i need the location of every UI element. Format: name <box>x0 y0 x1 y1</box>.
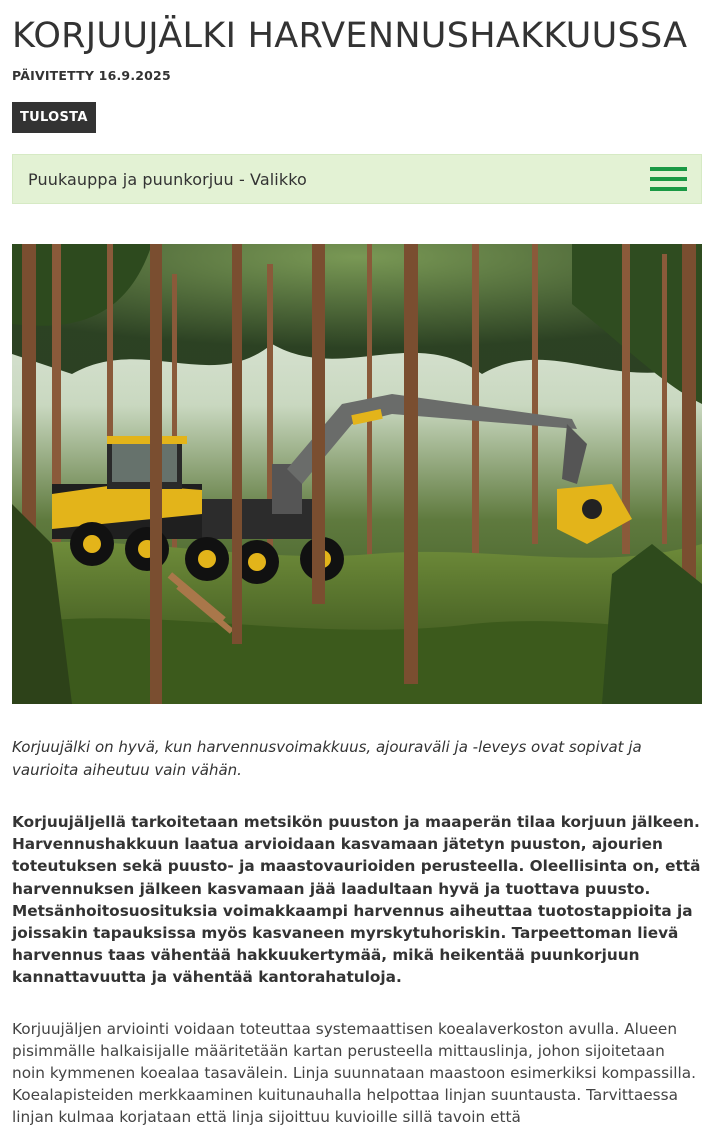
hero-image <box>12 244 702 704</box>
updated-date: PÄIVITETTY 16.9.2025 <box>12 68 171 83</box>
print-button[interactable]: TULOSTA <box>12 102 96 133</box>
section-menu-toggle[interactable] <box>12 154 702 204</box>
article-paragraph: Korjuujäljen arviointi voidaan toteuttaa systemaattisen koealaverkoston avulla. Alueen pisimmälle halkaisijalle määritetään kartan perusteella mittauslinja, johon sijoitetaan noin kymmenen koealaa tasavälein. Linja suunnataan maastoon esimerkiksi kompassilla. Koealapisteiden merkkaaminen kuitunauhalla helpottaa linjan suuntausta. Tarvittaessa linjan kulmaa korjataan että linja sijoittuu kuvioille sillä tavoin että <box>12 1019 697 1127</box>
hamburger-menu-icon[interactable] <box>650 167 687 191</box>
page-title: KORJUUJÄLKI HARVENNUSHAKKUUSSA <box>12 16 688 56</box>
page <box>0 15 712 1127</box>
section-menu-label: Puukauppa ja puunkorjuu - Valikko <box>28 169 307 189</box>
article-lead: Korjuujäljellä tarkoitetaan metsikön puuston ja maaperän tilaa korjuun jälkeen. Harvennushakkuun laatua arvioidaan kasvamaan jätetyn puuston, ajourien toteutuksen sekä puusto- ja maastovaurioiden perusteella. Oleellisinta on, että harvennuksen jälkeen kasvamaan jää laadultaan hyvä ja tuottava puusto. Metsänhoitosuosituksia voimakkaampi harvennus aiheuttaa tuotostappioita ja joissakin tapauksissa myös kasvaneen myrskytuhoriskin. Tarpeettoman lievä harvennus taas vähentää hakkuukertymää, mikä heikentää puunkorjuun kannattavuutta ja vähentää kantorahatuloja. <box>12 813 701 987</box>
image-caption: Korjuujälki on hyvä, kun harvennusvoimakkuus, ajouraväli ja -leveys ovat sopivat ja vaurioita aiheutuu vain vähän. <box>12 738 642 779</box>
